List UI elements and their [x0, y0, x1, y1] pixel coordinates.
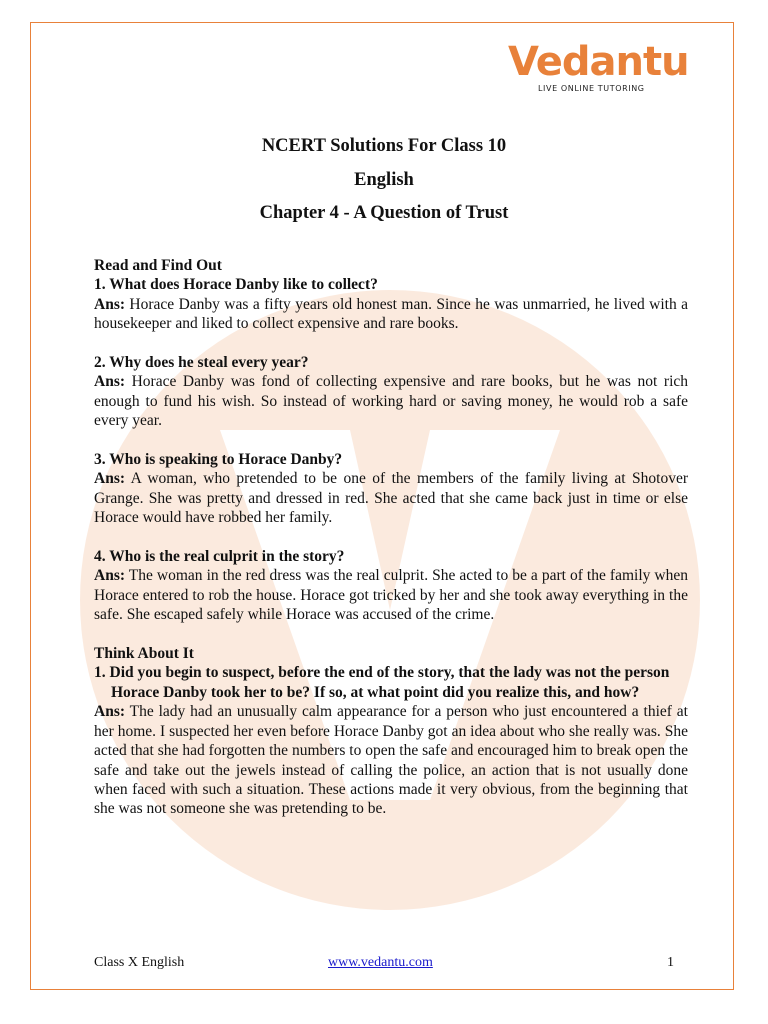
doc-chapter: Chapter 4 - A Question of Trust: [259, 203, 509, 223]
answer-2: [94, 372, 688, 430]
question-1: 1. What does Horace Danby like to collect?: [94, 276, 378, 294]
footer-website-link[interactable]: www.vedantu.com: [328, 955, 433, 970]
think-question-1: 1. Did you begin to suspect, before the end of the story, that the lady was not the person Horace Danby took her to be? If so, at what point did you realize this, and how?: [94, 664, 670, 701]
footer-website: [328, 955, 433, 971]
answer-label: Ans:: [94, 295, 126, 313]
answer-3: [94, 469, 688, 527]
answer-text: The lady had an unusually calm appearance for a person who just encountered a thief at her home. I suspected her even before Horace Danby got an idea about who she really was. She acted that she had forgotten the numbers to open the safe and encouraged him to break open the safe and take out the jewels instead of calling the police, an action that is not usually done when faced with such a situation. These actions made it very obvious, from the beginning that she was not someone she was pretending to be.: [94, 703, 688, 818]
answer-label: Ans:: [94, 373, 126, 391]
section-heading-read: Read and Find Out: [94, 257, 222, 274]
answer-label: Ans:: [94, 470, 126, 488]
answer-1: [94, 295, 688, 334]
logo-brand: Vedantu: [508, 39, 689, 85]
answer-4: [94, 566, 688, 624]
document-body: [94, 256, 688, 819]
answer-text: Horace Danby was fond of collecting expensive and rare books, but he was not rich enough to fund his wish. So instead of working hard or saving money, he would rob a safe every year.: [94, 373, 689, 430]
question-4: 4. Who is the real culprit in the story?: [94, 548, 345, 566]
doc-title: NCERT Solutions For Class 10: [261, 136, 507, 156]
answer-text: A woman, who pretended to be one of the members of the family living at Shotover Grange. She was pretty and dressed in red. She acted that she came back just in time or else Horace would have robbed her family.: [94, 470, 688, 527]
answer-label: Ans:: [94, 567, 126, 585]
question-2: 2. Why does he steal every year?: [94, 354, 309, 372]
logo-tagline: LIVE ONLINE TUTORING: [538, 84, 645, 93]
answer-text: Horace Danby was a fifty years old honest man. Since he was unmarried, he lived with a housekeeper and liked to collect expensive and rare books.: [94, 295, 688, 333]
doc-subject: English: [354, 170, 414, 190]
question-3: 3. Who is speaking to Horace Danby?: [94, 451, 343, 469]
section-heading-think: Think About It: [94, 645, 194, 663]
answer-text: The woman in the red dress was the real culprit. She acted to be a part of the family when Horace entered to rob the house. Horace got tricked by her and she took away everything in the safe. She escaped safely while Horace was accused of the crime.: [94, 567, 688, 624]
think-answer-1: [94, 702, 688, 818]
answer-label: Ans:: [94, 703, 126, 721]
footer-class-label: Class X English: [94, 955, 185, 970]
footer-page-number: 1: [667, 955, 674, 970]
vedantu-logo: [508, 39, 689, 104]
